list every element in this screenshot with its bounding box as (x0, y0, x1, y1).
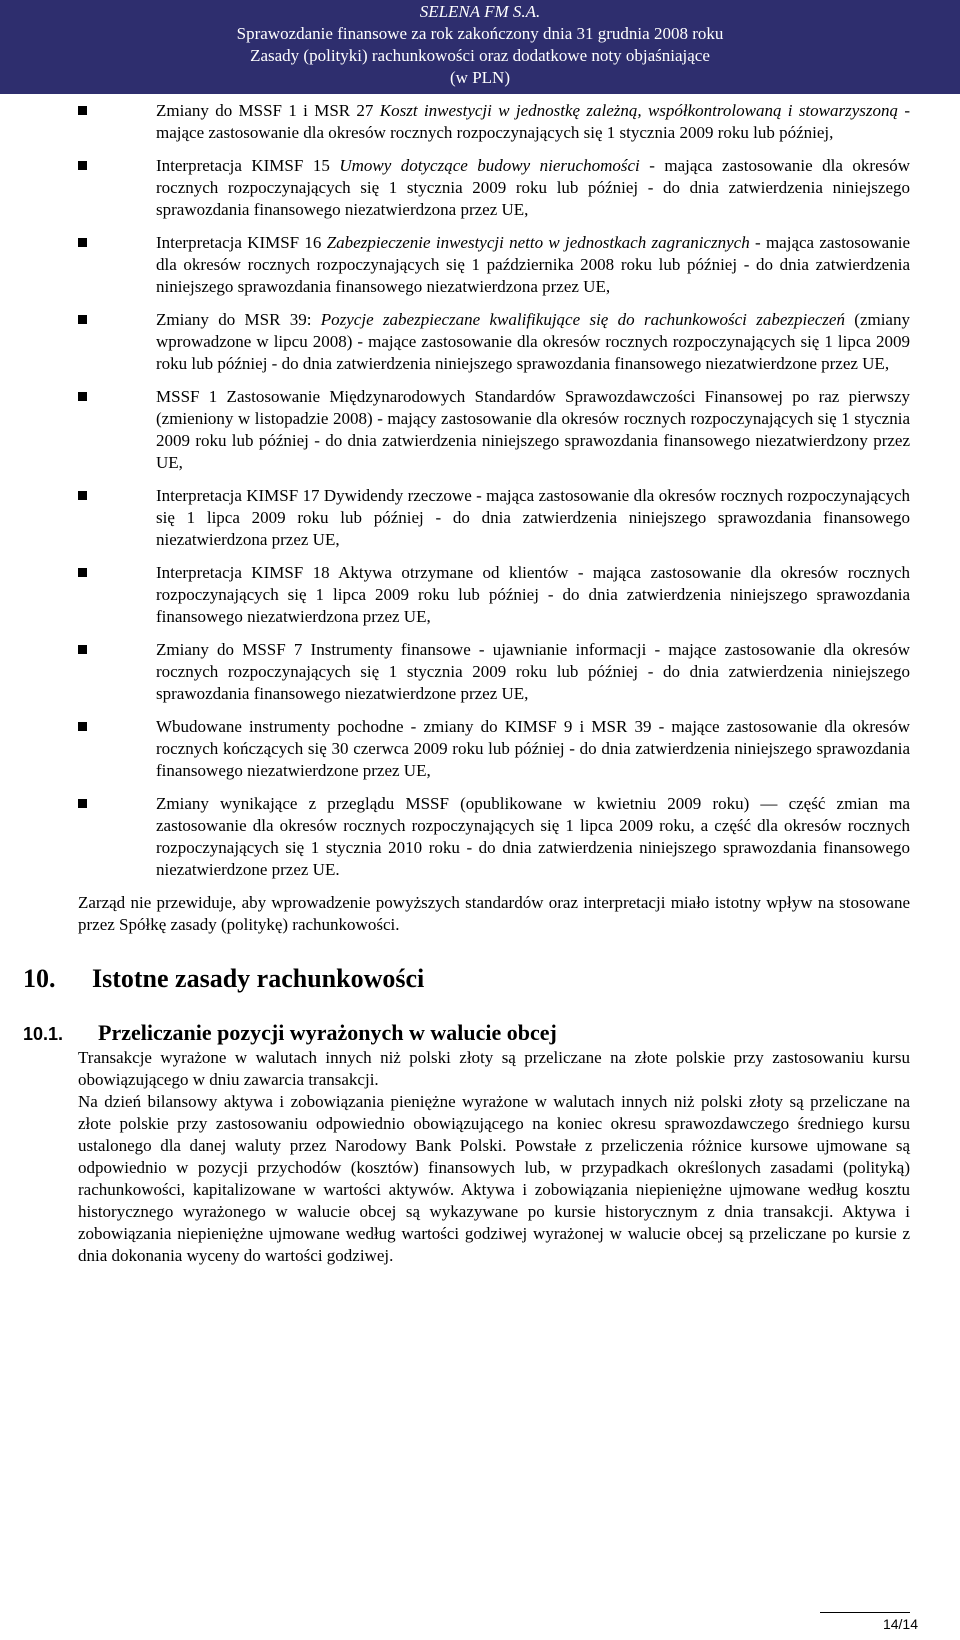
square-bullet-icon (78, 722, 87, 731)
subsection-number: 10.1. (23, 1024, 64, 1044)
list-item: Interpretacja KIMSF 15 Umowy dotyczące budowy nieruchomości - mająca zastosowanie dla okresów rocznych rozpoczynających się 1 stycznia 2009 roku lub później - do dnia zatwierdzenia niniejszego sprawozdania finansowego niezatwierdzona przez UE, (78, 155, 910, 221)
list-item: Wbudowane instrumenty pochodne - zmiany do KIMSF 9 i MSR 39 - mające zastosowanie dla okresów rocznych kończących się 30 czerwca 2009 roku lub później - do dnia zatwierdzenia niniejszego sprawozdania finansowego niezatwierdzone przez UE, (78, 716, 910, 782)
list-item: Zmiany do MSSF 7 Instrumenty finansowe - ujawnianie informacji - mające zastosowanie dla okresów rocznych rozpoczynających się 1 stycznia 2009 roku lub później - do dnia zatwierdzenia niniejszego sprawozdania finansowego niezatwierdzone przez UE, (78, 639, 910, 705)
subsection-heading (23, 1020, 910, 1047)
company-name: SELENA FM S.A. (419, 2, 541, 21)
header-line-3: (w PLN) (450, 68, 510, 87)
header-line-1: Sprawozdanie finansowe za rok zakończony dnia 31 grudnia 2008 roku (236, 24, 724, 43)
square-bullet-icon (78, 645, 87, 654)
standards-list (78, 100, 910, 881)
page-number: 14/14 (882, 1616, 918, 1632)
square-bullet-icon (78, 161, 87, 170)
square-bullet-icon (78, 568, 87, 577)
list-item: Interpretacja KIMSF 18 Aktywa otrzymane od klientów - mająca zastosowanie dla okresów rocznych rozpoczynających się 1 lipca 2009 roku lub później - do dnia zatwierdzenia niniejszego sprawozdania finansowego niezatwierdzona przez UE, (78, 562, 910, 628)
list-item: Zmiany do MSR 39: Pozycje zabezpieczane kwalifikujące się do rachunkowości zabezpieczeń (zmiany wprowadzone w lipcu 2008) - mające zastosowanie dla okresów rocznych rozpoczynających się 1 lipca 2009 roku lub później - do dnia zatwierdzenia niniejszego sprawozdania finansowego niezatwierdzone przez UE, (78, 309, 910, 375)
square-bullet-icon (78, 491, 87, 500)
footer-divider (820, 1612, 910, 1613)
page-header (0, 0, 960, 94)
square-bullet-icon (78, 799, 87, 808)
list-item: Interpretacja KIMSF 17 Dywidendy rzeczowe - mająca zastosowanie dla okresów rocznych rozpoczynających się 1 lipca 2009 roku lub później - do dnia zatwierdzenia niniejszego sprawozdania finansowego niezatwierdzona przez UE, (78, 485, 910, 551)
list-item: Zmiany do MSSF 1 i MSR 27 Koszt inwestycji w jednostkę zależną, współkontrolowaną i stowarzyszoną - mające zastosowanie dla okresów rocznych rozpoczynających się 1 stycznia 2009 roku lub później, (78, 100, 910, 144)
square-bullet-icon (78, 315, 87, 324)
list-item: Interpretacja KIMSF 16 Zabezpieczenie inwestycji netto w jednostkach zagranicznych - mająca zastosowanie dla okresów rocznych rozpoczynających się 1 października 2008 roku lub później - do dnia zatwierdzenia niniejszego sprawozdania finansowego niezatwierdzona przez UE, (78, 232, 910, 298)
square-bullet-icon (78, 392, 87, 401)
section-heading (23, 964, 910, 994)
square-bullet-icon (78, 106, 87, 115)
management-summary: Zarząd nie przewiduje, aby wprowadzenie powyższych standardów oraz interpretacji miało istotny wpływ na stosowane przez Spółkę zasady (politykę) rachunkowości. (78, 893, 910, 934)
paragraph-transactions: Transakcje wyrażone w walutach innych niż polski złoty są przeliczane na złote polskie przy zastosowaniu kursu obowiązującego w dniu zawarcia transakcji. (78, 1048, 910, 1089)
document-body (23, 100, 911, 1267)
list-item: Zmiany wynikające z przeglądu MSSF (opublikowane w kwietniu 2009 roku) — część zmian ma zastosowanie dla okresów rocznych rozpoczynających się 1 lipca 2009 roku, a część dla okresów rocznych rozpoczynających się 1 stycznia 2010 roku - do dnia zatwierdzenia niniejszego sprawozdania finansowego niezatwierdzone przez UE. (78, 793, 910, 881)
section-number: 10. (23, 964, 56, 993)
subsection-title: Przeliczanie pozycji wyrażonych w walucie obcej (98, 1020, 557, 1045)
list-item: MSSF 1 Zastosowanie Międzynarodowych Standardów Sprawozdawczości Finansowej po raz pierwszy (zmieniony w listopadzie 2008) - mający zastosowanie dla okresów rocznych rozpoczynających się 1 stycznia 2009 roku lub później - do dnia zatwierdzenia niniejszego sprawozdania finansowego niezatwierdzony przez UE, (78, 386, 910, 474)
paragraph-balance-sheet: Na dzień bilansowy aktywa i zobowiązania pieniężne wyrażone w walutach innych niż polski złoty są przeliczane na złote polskie przy zastosowaniu odpowiednio obowiązującego na koniec okresu sprawozdawczego średniego kursu ustalonego dla danej waluty przez Narodowy Bank Polski. Powstałe z przeliczenia różnice kursowe ujmowane są odpowiednio w pozycji przychodów (kosztów) finansowych lub, w przypadkach określonych zasadami (polityką) rachunkowości, kapitalizowane w wartości aktywów. Aktywa i zobowiązania niepieniężne ujmowane według kosztu historycznego wyrażonego w walucie obcej są wykazywane po kursie historycznym z dnia transakcji. Aktywa i zobowiązania niepieniężne ujmowane według wartości godziwej wyrażonej w walucie obcej są przeliczane po kursie z dnia dokonania wyceny do wartości godziwej. (78, 1092, 910, 1265)
section-title: Istotne zasady rachunkowości (92, 964, 425, 993)
square-bullet-icon (78, 238, 87, 247)
header-line-2: Zasady (polityki) rachunkowości oraz dodatkowe noty objaśniające (250, 46, 710, 65)
